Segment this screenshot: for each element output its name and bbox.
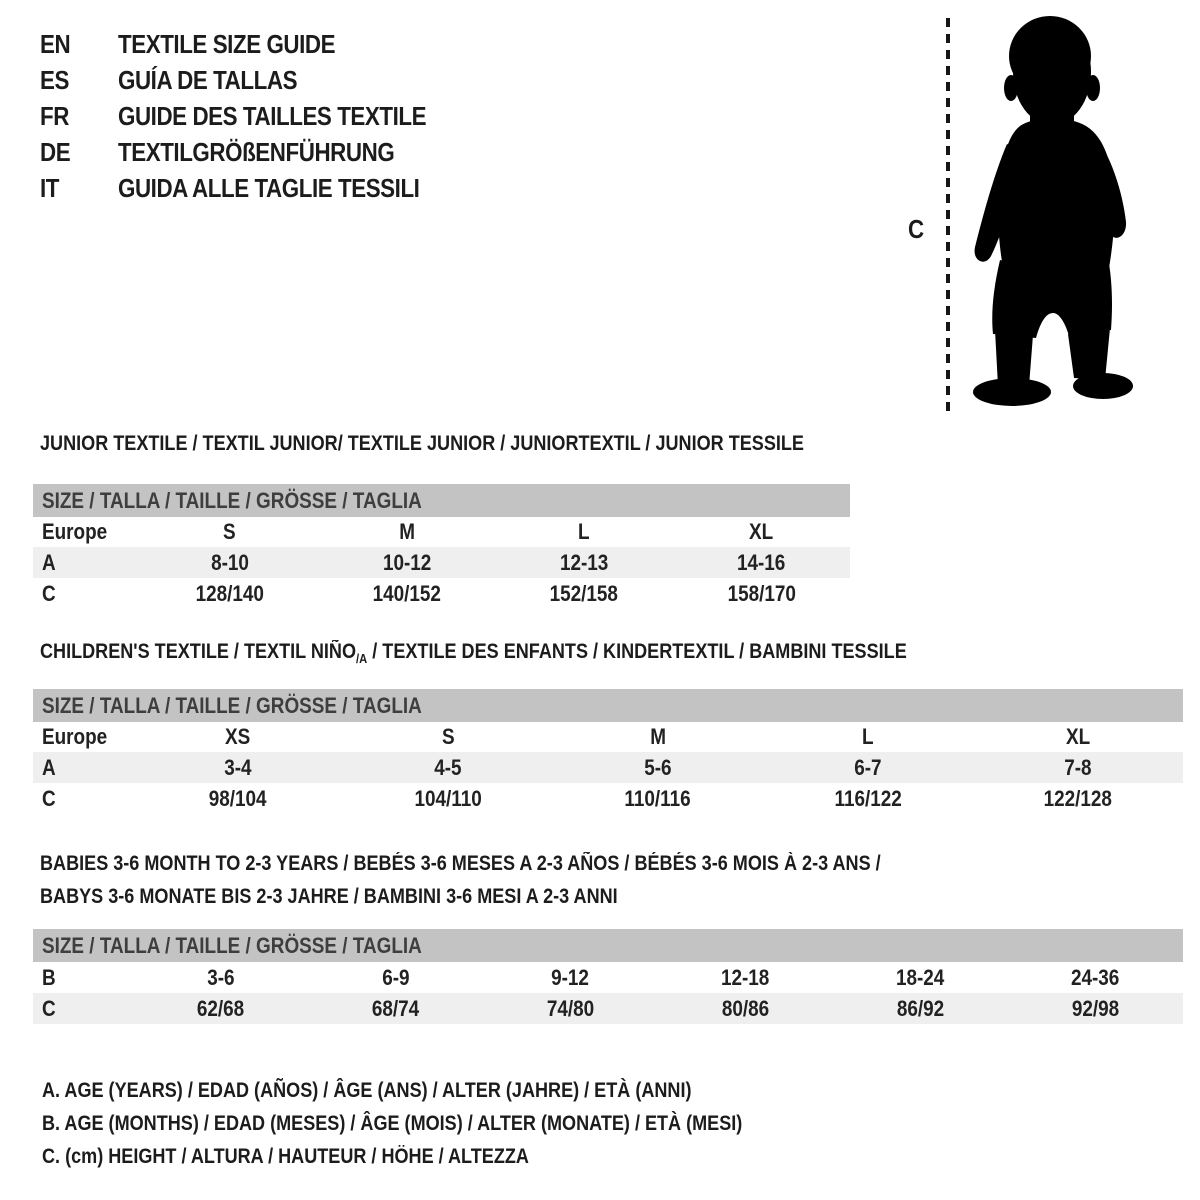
lang-row-en [40, 26, 476, 62]
size-cell: 110/116 [624, 785, 692, 811]
footnotes [42, 1074, 856, 1173]
children-heading-sub: /A [356, 651, 368, 667]
table-row [33, 962, 1183, 993]
size-cell: 104/110 [414, 785, 482, 811]
table-header-row [33, 722, 1183, 752]
column-header: XL [749, 519, 774, 544]
size-cell: 12-13 [559, 549, 609, 575]
children-heading-part2: / TEXTILE DES ENFANTS / KINDERTEXTIL / BAMBINI TESSILE [367, 640, 907, 663]
lang-title-es: GUÍA DE TALLAS [118, 64, 298, 95]
height-measure-label: C [908, 214, 925, 244]
babies-heading-line1: BABIES 3-6 MONTH TO 2-3 YEARS / BEBÉS 3-6 MESES A 2-3 AÑOS / BÉBÉS 3-6 MOIS À 2-3 ANS / [40, 852, 881, 875]
footnote-age-months: B. AGE (MONTHS) / EDAD (MESES) / ÂGE (MOIS) / ALTER (MONATE) / ETÀ (MESI) [42, 1111, 743, 1135]
children-heading-text [40, 640, 907, 666]
toddler-silhouette [962, 14, 1140, 414]
junior-heading-text: JUNIOR TEXTILE / TEXTIL JUNIOR/ TEXTILE JUNIOR / JUNIORTEXTIL / JUNIOR TESSILE [40, 432, 804, 455]
size-cell: 140/152 [372, 580, 442, 606]
size-cell: 6-9 [381, 964, 410, 990]
footnote-age-years: A. AGE (YEARS) / EDAD (AÑOS) / ÂGE (ANS) / ALTER (JAHRE) / ETÀ (ANNI) [42, 1078, 692, 1102]
babies-size-table [33, 929, 1183, 1024]
size-cell: 4-5 [434, 754, 462, 780]
size-cell: 92/98 [1071, 995, 1120, 1021]
size-cell: 6-7 [854, 754, 882, 780]
column-header: XS [225, 724, 251, 749]
children-size-table [33, 689, 1183, 814]
column-header: Europe [42, 724, 108, 749]
size-cell: 116/122 [834, 785, 902, 811]
size-cell: 62/68 [196, 995, 245, 1021]
lang-row-fr [40, 98, 476, 134]
footnote-height-cm: C. (cm) HEIGHT / ALTURA / HAUTEUR / HÖHE / ALTEZZA [42, 1144, 529, 1168]
lang-code-de: DE [40, 136, 71, 167]
row-label: B [42, 964, 56, 990]
row-label: C [42, 580, 56, 606]
size-cell: 158/170 [727, 580, 796, 606]
column-header: XL [1065, 724, 1091, 749]
language-header [40, 26, 476, 206]
size-cell: 98/104 [209, 785, 267, 811]
size-cell: 68/74 [371, 995, 420, 1021]
table-row [33, 547, 850, 578]
size-cell: 8-10 [210, 549, 249, 575]
babies-heading-line2: BABYS 3-6 MONATE BIS 2-3 JAHRE / BAMBINI 3-6 MESI A 2-3 ANNI [40, 885, 618, 908]
size-cell: 9-12 [551, 964, 590, 990]
column-header: Europe [42, 519, 108, 544]
row-label: A [42, 754, 56, 780]
junior-size-bar-text: SIZE / TALLA / TAILLE / GRÖSSE / TAGLIA [42, 487, 422, 513]
lang-row-de [40, 134, 476, 170]
height-measure-dashed-line [946, 18, 950, 418]
lang-code-it: IT [40, 172, 60, 203]
column-header: S [441, 724, 455, 749]
junior-section-heading [40, 432, 928, 456]
column-header: M [650, 724, 666, 749]
lang-title-it: GUIDA ALLE TAGLIE TESSILI [118, 172, 420, 203]
size-cell: 10-12 [382, 549, 432, 575]
lang-code-en: EN [40, 28, 71, 59]
column-header: L [578, 519, 590, 544]
size-cell: 3-4 [224, 754, 252, 780]
children-size-bar [33, 689, 1183, 722]
junior-size-bar [33, 484, 850, 517]
children-section-heading [40, 640, 1048, 666]
size-cell: 122/128 [1043, 785, 1113, 811]
lang-title-de: TEXTILGRÖßENFÜHRUNG [118, 136, 395, 167]
size-cell: 12-18 [721, 964, 770, 990]
children-heading-part1: CHILDREN'S TEXTILE / TEXTIL NIÑO [40, 640, 357, 663]
size-cell: 86/92 [896, 995, 945, 1021]
table-row [33, 578, 850, 609]
table-row [33, 752, 1183, 783]
lang-code-es: ES [40, 64, 69, 95]
size-cell: 80/86 [721, 995, 770, 1021]
size-cell: 14-16 [737, 549, 786, 575]
table-row [33, 993, 1183, 1024]
row-label: C [42, 785, 56, 811]
size-cell: 128/140 [195, 580, 264, 606]
junior-size-table [33, 484, 850, 609]
column-header: M [398, 519, 415, 544]
size-cell: 5-6 [644, 754, 672, 780]
babies-size-bar-text: SIZE / TALLA / TAILLE / GRÖSSE / TAGLIA [42, 932, 422, 958]
size-cell: 3-6 [206, 964, 235, 990]
lang-title-fr: GUIDE DES TAILLES TEXTILE [118, 100, 427, 131]
table-header-row [33, 517, 850, 547]
children-size-bar-text: SIZE / TALLA / TAILLE / GRÖSSE / TAGLIA [42, 692, 422, 718]
babies-section-heading [40, 847, 1018, 913]
lang-title-en: TEXTILE SIZE GUIDE [118, 28, 336, 59]
size-cell: 18-24 [896, 964, 945, 990]
row-label: A [42, 549, 56, 575]
table-row [33, 783, 1183, 814]
row-label: C [42, 995, 56, 1021]
size-cell: 74/80 [546, 995, 595, 1021]
lang-row-it [40, 170, 476, 206]
size-cell: 7-8 [1064, 754, 1092, 780]
babies-size-bar [33, 929, 1183, 962]
column-header: L [862, 724, 874, 749]
column-header: S [223, 519, 236, 544]
lang-code-fr: FR [40, 100, 69, 131]
size-cell: 24-36 [1071, 964, 1120, 990]
size-cell: 152/158 [549, 580, 619, 606]
lang-row-es [40, 62, 476, 98]
